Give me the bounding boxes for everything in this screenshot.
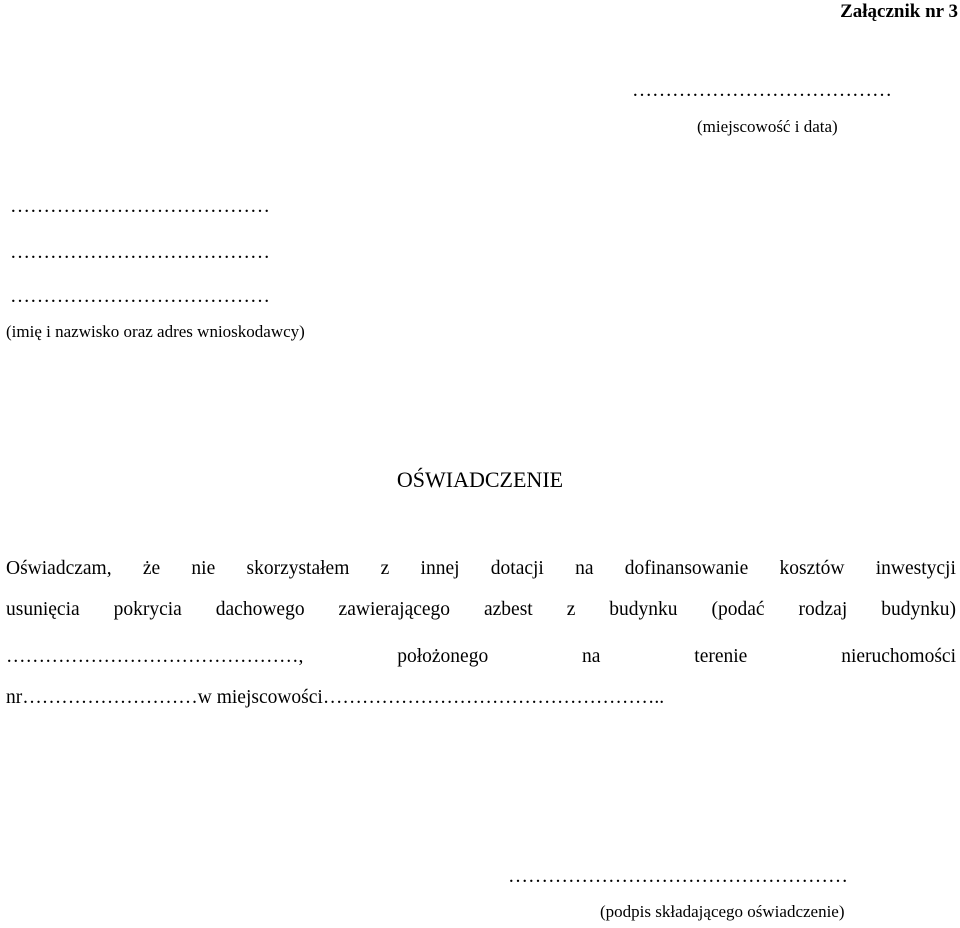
word: nie [191,558,216,579]
word: azbest [484,599,533,620]
word: innej [420,558,460,579]
statement-line-1 [6,559,956,579]
word: dotacji [490,558,544,579]
signature-field: …………………………………………… [508,865,848,887]
applicant-field-line-3: ………………………………… [10,285,270,307]
word: skorzystałem [246,558,350,579]
word: budynku) [881,599,956,620]
applicant-caption: (imię i nazwisko oraz adres wnioskodawcy) [6,322,305,341]
word: usunięcia [6,599,80,620]
word: dofinansowanie [624,558,749,579]
building-type-field: ………………………………………, [6,646,304,667]
word: z [380,558,390,579]
word: Oświadczam, [6,558,112,579]
document-title: OŚWIADCZENIE [396,467,564,492]
place-date-field: ………………………………… [632,79,892,101]
statement-line-4: nr………………………w miejscowości…………………………………………….. [6,687,665,708]
word: (podać [711,599,765,620]
word: terenie [694,646,748,667]
applicant-field-line-1: ………………………………… [10,195,270,217]
word: dachowego [215,599,305,620]
word: z [566,599,576,620]
word: że [142,558,161,579]
word: położonego [397,646,489,667]
signature-caption: (podpis składającego oświadczenie) [600,902,845,921]
word: budynku [609,599,678,620]
statement-line-3 [6,647,956,667]
word: rodzaj [798,599,848,620]
word: pokrycia [113,599,182,620]
statement-line-2 [6,600,956,620]
place-date-caption: (miejscowość i data) [697,117,838,136]
word: na [582,646,601,667]
applicant-field-line-2: ………………………………… [10,241,270,263]
word: zawierającego [338,599,451,620]
word: kosztów [779,558,845,579]
word: nieruchomości [841,646,956,667]
annex-label: Załącznik nr 3 [840,1,958,22]
word: na [575,558,594,579]
word: inwestycji [875,558,956,579]
